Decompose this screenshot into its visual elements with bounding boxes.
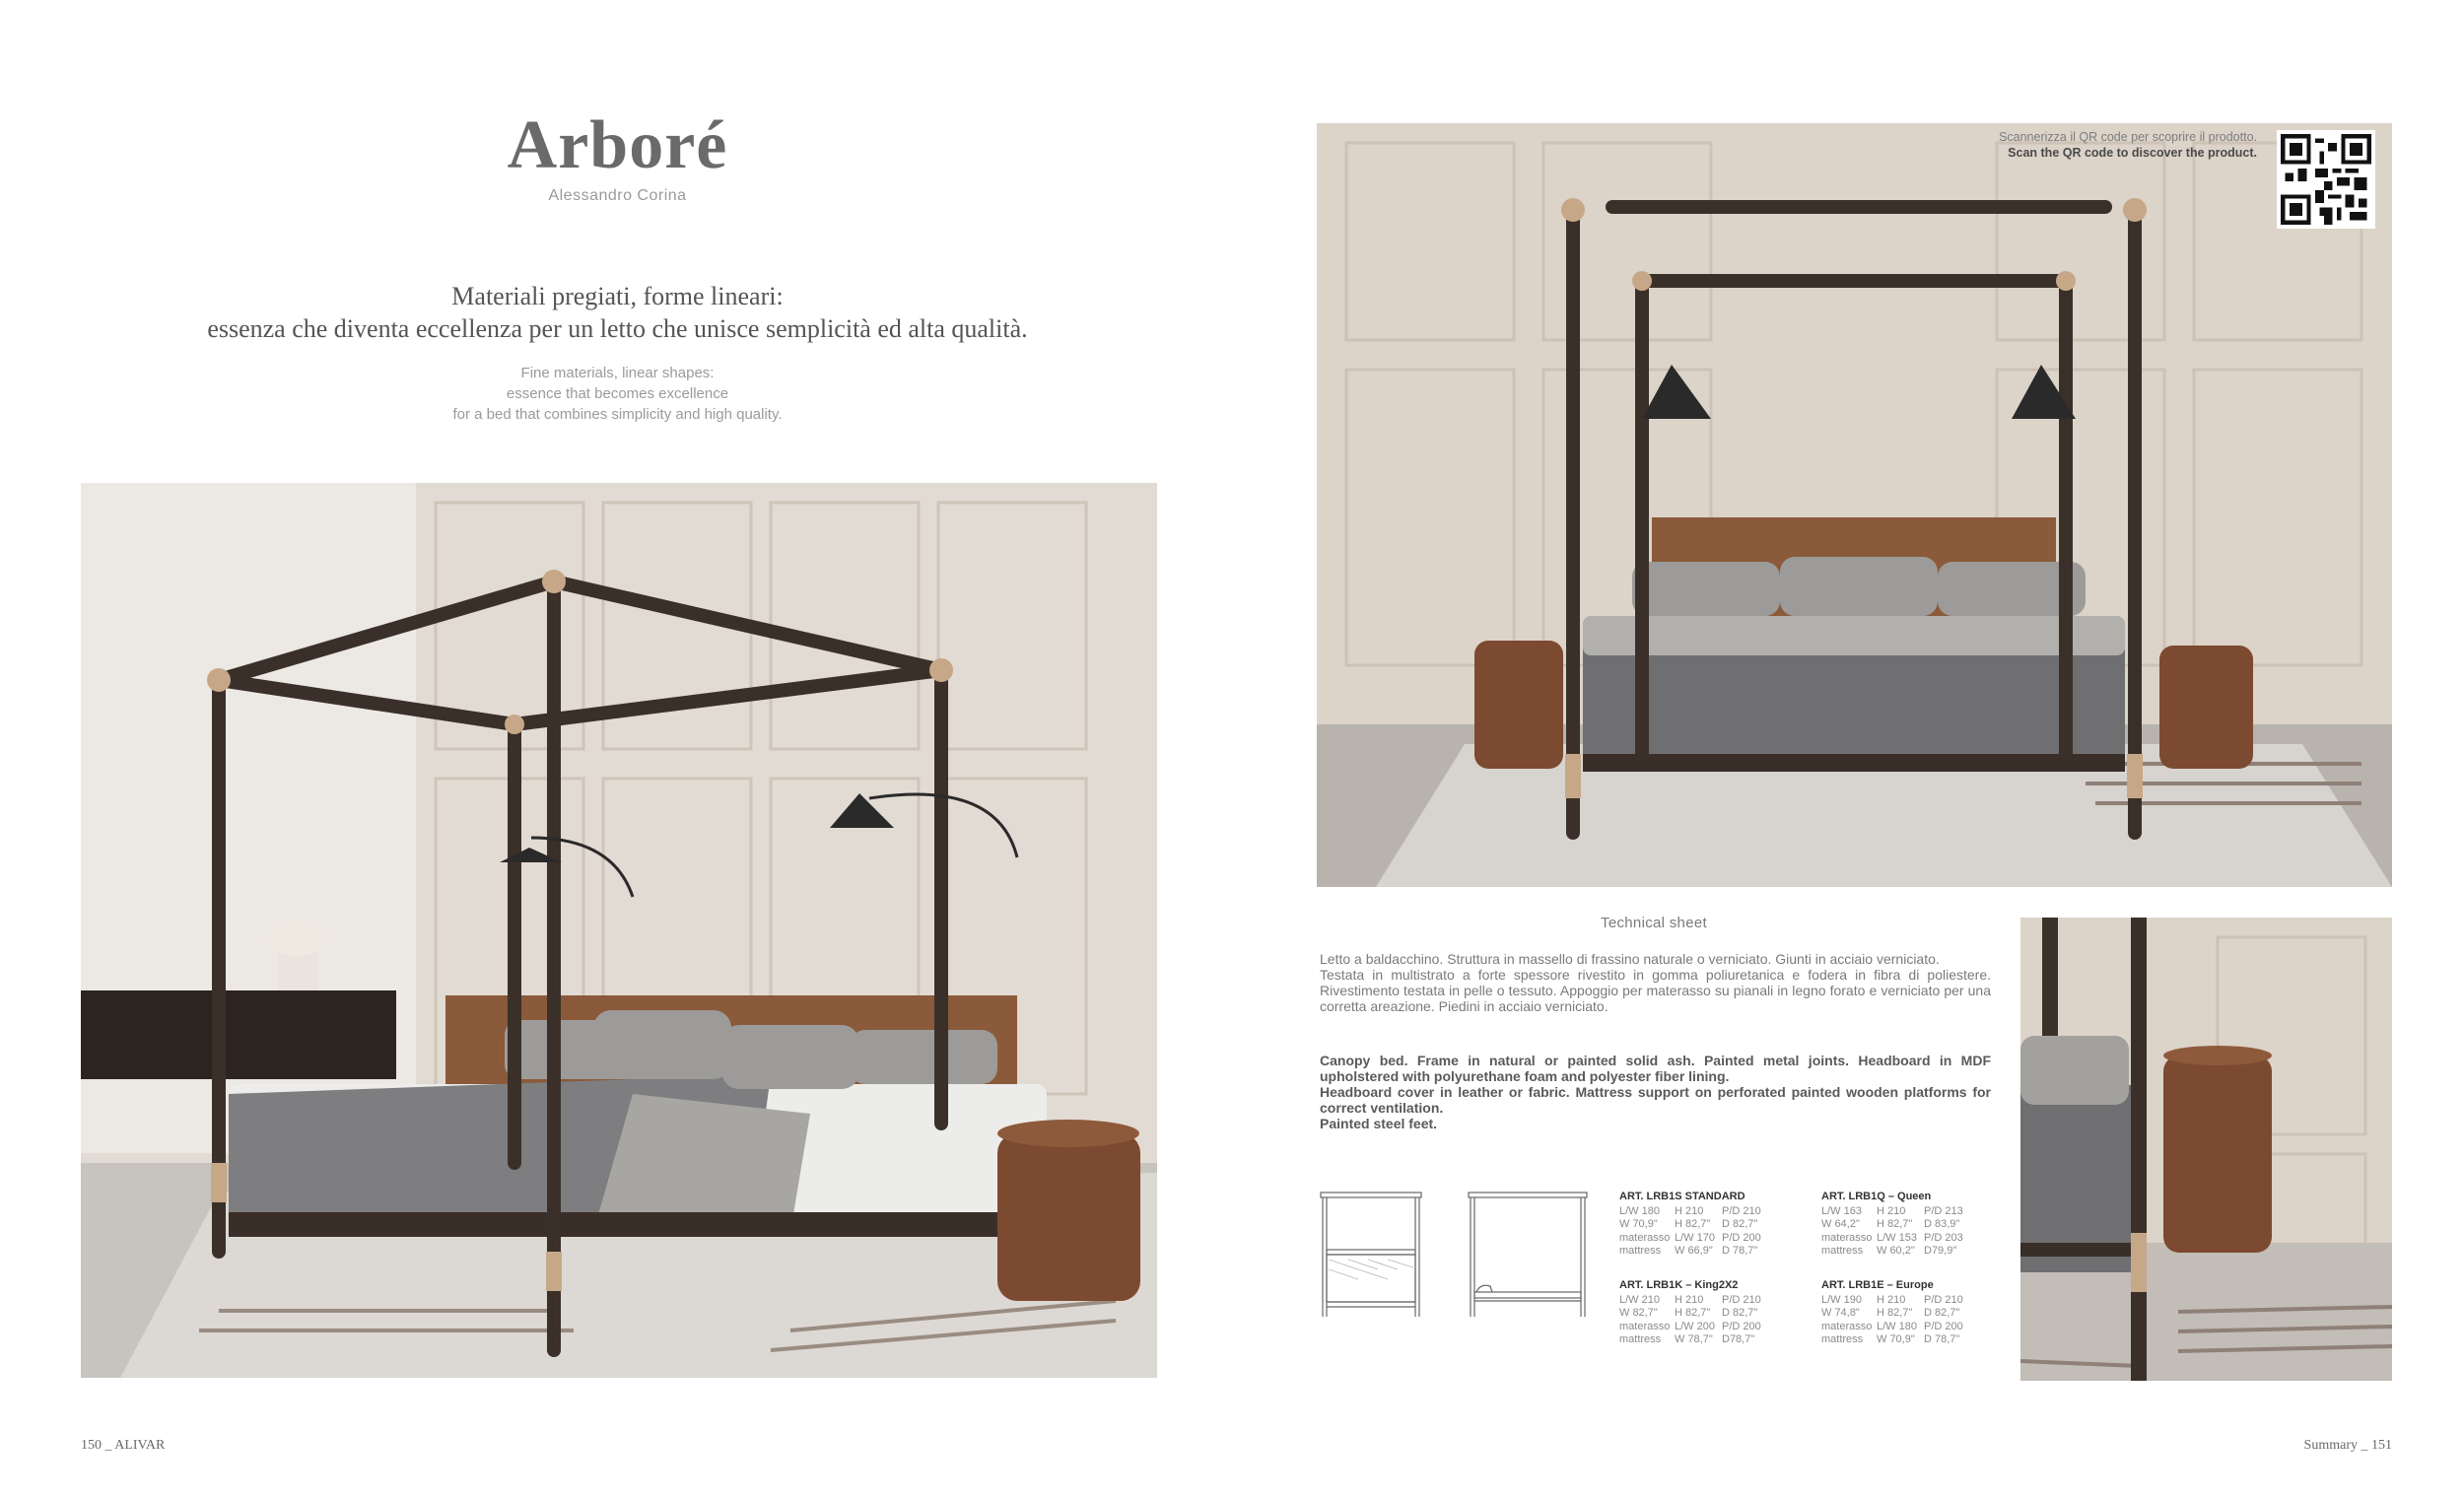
technical-drawing-side	[1467, 1191, 1589, 1319]
technical-drawing-front	[1319, 1191, 1423, 1319]
spec-row	[1821, 1205, 2009, 1219]
spec-row	[1821, 1307, 2009, 1321]
spec-name: ART. LRB1K – King2X2	[1619, 1279, 1739, 1291]
spec-cell: D 83,9"	[1924, 1218, 1960, 1230]
page-number-left: 150 _ ALIVAR	[81, 1438, 166, 1453]
bedroom-photo-main	[81, 483, 1157, 1378]
spec-row	[1619, 1232, 1807, 1246]
spec-cell: P/D 210	[1722, 1293, 1761, 1306]
spec-row	[1821, 1294, 2009, 1308]
spec-cell: H 82,7"	[1675, 1218, 1711, 1230]
spec-cell: W 70,9"	[1877, 1333, 1915, 1345]
tagline-english-line: essence that becomes excellence	[506, 385, 729, 402]
spec-cell: P/D 210	[1722, 1204, 1761, 1217]
spec-cell: D79,9"	[1924, 1245, 1957, 1257]
bed-detail-photo	[2020, 918, 2392, 1381]
spec-cell: H 82,7"	[1675, 1307, 1711, 1319]
tagline-italian	[0, 280, 1235, 345]
spec-europe	[1821, 1279, 2009, 1347]
description-english-paragraph: Canopy bed. Frame in natural or painted solid ash. Painted metal joints. Headboard in MDF upholstered with polyurethane foam and polyester fiber lining.	[1320, 1053, 1991, 1084]
spec-cell: W 64,2"	[1821, 1218, 1860, 1230]
description-english	[1320, 1053, 1991, 1131]
description-italian	[1320, 951, 1991, 1014]
spec-cell: materasso	[1619, 1320, 1671, 1332]
description-italian-paragraph: Testata in multistrato a forte spessore rivestito in gomma poliuretanica e fodera in fibra di poliestere. Rivestimento testata in pelle o tessuto. Appoggio per materasso su pianali in legno forato e verniciato per una corretta areazione. Piedini in acciaio verniciato.	[1320, 967, 1991, 1014]
spec-cell: P/D 200	[1722, 1320, 1761, 1332]
spec-cell: materasso	[1619, 1231, 1671, 1244]
spec-cell: mattress	[1619, 1333, 1662, 1345]
spec-row	[1821, 1245, 2009, 1259]
spec-standard	[1619, 1191, 1807, 1259]
spec-cell: mattress	[1821, 1245, 1864, 1257]
technical-sheet-title: Technical sheet	[1601, 915, 1707, 931]
spec-row	[1619, 1294, 1807, 1308]
spec-row	[1619, 1205, 1807, 1219]
spec-cell: H 210	[1877, 1293, 1906, 1306]
spec-row	[1821, 1333, 2009, 1347]
spec-row	[1821, 1218, 2009, 1232]
spec-cell: P/D 200	[1722, 1231, 1761, 1244]
spec-cell: D 82,7"	[1722, 1218, 1758, 1230]
qr-code-icon[interactable]	[2277, 130, 2375, 229]
spec-row	[1619, 1333, 1807, 1347]
spec-cell: materasso	[1821, 1231, 1873, 1244]
spec-cell: H 210	[1675, 1293, 1704, 1306]
spec-cell: H 82,7"	[1877, 1307, 1913, 1319]
product-title: Arboré	[507, 107, 728, 183]
spec-cell: P/D 203	[1924, 1231, 1963, 1244]
tagline-english	[0, 363, 1235, 425]
spec-cell: W 78,7"	[1675, 1333, 1713, 1345]
spec-cell: D 82,7"	[1722, 1307, 1758, 1319]
spec-cell: materasso	[1821, 1320, 1873, 1332]
spec-cell: L/W 180	[1619, 1204, 1660, 1217]
spec-cell: D 82,7"	[1924, 1307, 1960, 1319]
spec-row	[1619, 1245, 1807, 1259]
spec-name: ART. LRB1Q – Queen	[1821, 1191, 1932, 1202]
qr-caption-english: Scan the QR code to discover the product.	[2008, 146, 2257, 160]
spec-row	[1821, 1321, 2009, 1334]
spec-cell: L/W 200	[1675, 1320, 1715, 1332]
tagline-english-line: Fine materials, linear shapes:	[520, 365, 715, 381]
description-english-paragraph: Headboard cover in leather or fabric. Mattress support on perforated painted wooden platforms for correct ventilation.	[1320, 1084, 1991, 1116]
spec-row	[1619, 1321, 1807, 1334]
spec-cell: W 82,7"	[1619, 1307, 1658, 1319]
spec-cell: mattress	[1821, 1333, 1864, 1345]
spec-cell: H 210	[1675, 1204, 1704, 1217]
page-number-right: Summary _ 151	[2303, 1438, 2392, 1453]
spec-cell: W 66,9"	[1675, 1245, 1713, 1257]
spec-cell: L/W 190	[1821, 1293, 1862, 1306]
spec-cell: H 210	[1877, 1204, 1906, 1217]
qr-caption-italian: Scannerizza il QR code per scoprire il prodotto.	[1999, 130, 2257, 144]
spec-cell: P/D 210	[1924, 1293, 1963, 1306]
spec-cell: L/W 180	[1877, 1320, 1917, 1332]
spec-cell: P/D 213	[1924, 1204, 1963, 1217]
tagline-italian-line: Materiali pregiati, forme lineari:	[451, 282, 784, 310]
spec-cell: D 78,7"	[1722, 1245, 1758, 1257]
tagline-english-line: for a bed that combines simplicity and high quality.	[452, 406, 783, 423]
spec-cell: W 74,8"	[1821, 1307, 1860, 1319]
spec-cell: W 60,2"	[1877, 1245, 1915, 1257]
spec-cell: L/W 153	[1877, 1231, 1917, 1244]
spec-queen	[1821, 1191, 2009, 1259]
spec-name: ART. LRB1E – Europe	[1821, 1279, 1934, 1291]
spec-cell: L/W 170	[1675, 1231, 1715, 1244]
spec-cell: L/W 210	[1619, 1293, 1660, 1306]
qr-caption	[1999, 129, 2257, 161]
description-english-paragraph: Painted steel feet.	[1320, 1116, 1438, 1131]
spec-cell: L/W 163	[1821, 1204, 1862, 1217]
spec-cell: D78,7"	[1722, 1333, 1755, 1345]
spec-row	[1619, 1307, 1807, 1321]
spec-name: ART. LRB1S STANDARD	[1619, 1191, 1745, 1202]
spec-cell: P/D 200	[1924, 1320, 1963, 1332]
bedroom-photo-front	[1317, 123, 2392, 887]
spec-cell: H 82,7"	[1877, 1218, 1913, 1230]
spec-cell: W 70,9"	[1619, 1218, 1658, 1230]
tagline-italian-line: essenza che diventa eccellenza per un letto che unisce semplicità ed alta qualità.	[207, 314, 1028, 343]
description-italian-paragraph: Letto a baldacchino. Struttura in massello di frassino naturale o verniciato. Giunti in acciaio verniciato.	[1320, 951, 1940, 967]
spec-cell: mattress	[1619, 1245, 1662, 1257]
spec-cell: D 78,7"	[1924, 1333, 1960, 1345]
spec-row	[1619, 1218, 1807, 1232]
spec-row	[1821, 1232, 2009, 1246]
spec-king	[1619, 1279, 1807, 1347]
designer-name: Alessandro Corina	[548, 187, 687, 204]
